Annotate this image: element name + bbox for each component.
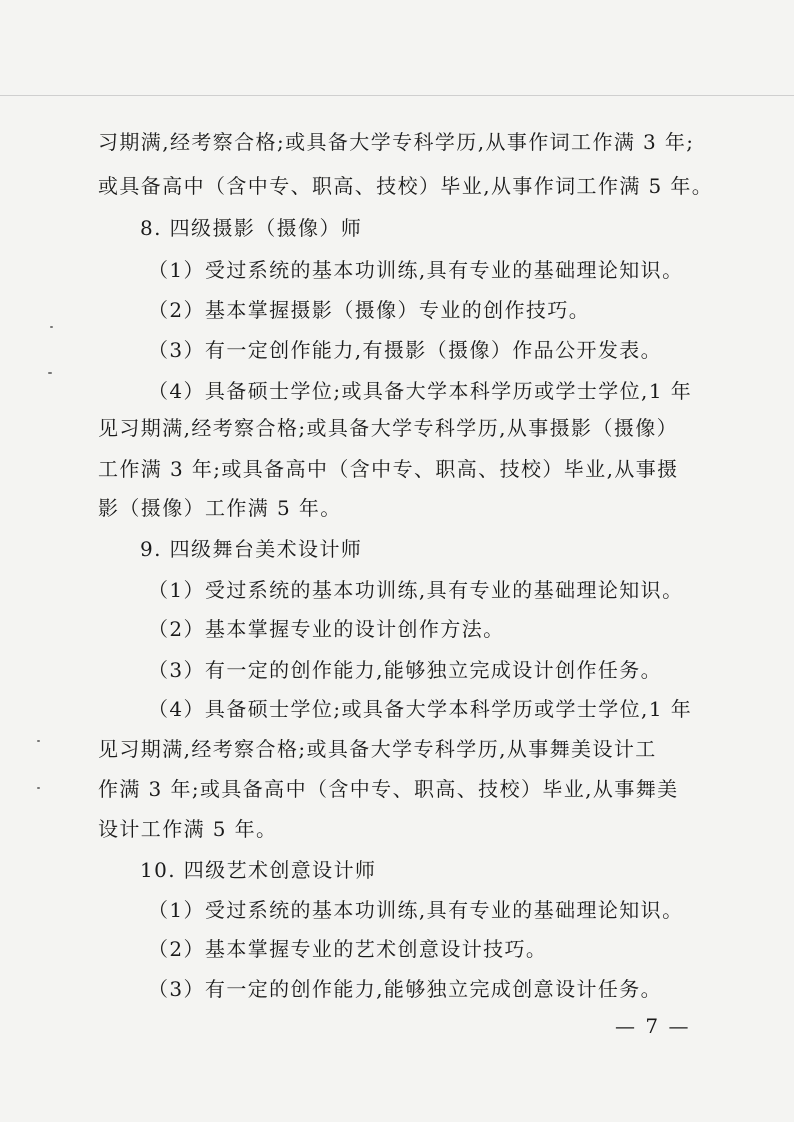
text-line: （3）有一定创作能力,有摄影（摄像）作品公开发表。 [148, 338, 663, 362]
text-line: （1）受过系统的基本功训练,具有专业的基础理论知识。 [148, 258, 684, 282]
scan-edge-line [0, 95, 794, 96]
section-heading: 9. 四级舞台美术设计师 [140, 537, 363, 561]
text-line: （4）具备硕士学位;或具备大学本科学历或学士学位,1 年 [148, 379, 693, 403]
text-line: 设计工作满 5 年。 [98, 817, 278, 841]
text-line: （2）基本掌握摄影（摄像）专业的创作技巧。 [148, 298, 591, 322]
text-line: 或具备高中（含中专、职高、技校）毕业,从事作词工作满 5 年。 [98, 174, 714, 198]
scan-speck [37, 740, 40, 742]
text-line: 工作满 3 年;或具备高中（含中专、职高、技校）毕业,从事摄 [98, 457, 679, 481]
scan-speck [50, 326, 53, 328]
text-line: 见习期满,经考察合格;或具备大学专科学历,从事舞美设计工 [98, 737, 657, 761]
scan-speck [48, 372, 52, 374]
text-line: （1）受过系统的基本功训练,具有专业的基础理论知识。 [148, 578, 684, 602]
text-line: （2）基本掌握专业的艺术创意设计技巧。 [148, 937, 548, 961]
page-number: — 7 — [615, 1014, 691, 1038]
text-line: 作满 3 年;或具备高中（含中专、职高、技校）毕业,从事舞美 [98, 777, 679, 801]
text-line: （2）基本掌握专业的设计创作方法。 [148, 617, 505, 641]
text-line: （1）受过系统的基本功训练,具有专业的基础理论知识。 [148, 898, 684, 922]
text-line: 见习期满,经考察合格;或具备大学专科学历,从事摄影（摄像） [98, 416, 679, 440]
text-line: 习期满,经考察合格;或具备大学专科学历,从事作词工作满 3 年; [98, 130, 695, 154]
scan-speck [37, 787, 40, 789]
section-heading: 8. 四级摄影（摄像）师 [140, 216, 363, 240]
text-line: （4）具备硕士学位;或具备大学本科学历或学士学位,1 年 [148, 697, 693, 721]
section-heading: 10. 四级艺术创意设计师 [140, 858, 377, 882]
text-line: （3）有一定的创作能力,能够独立完成设计创作任务。 [148, 658, 663, 682]
text-line: 影（摄像）工作满 5 年。 [98, 496, 342, 520]
text-line: （3）有一定的创作能力,能够独立完成创意设计任务。 [148, 977, 663, 1001]
